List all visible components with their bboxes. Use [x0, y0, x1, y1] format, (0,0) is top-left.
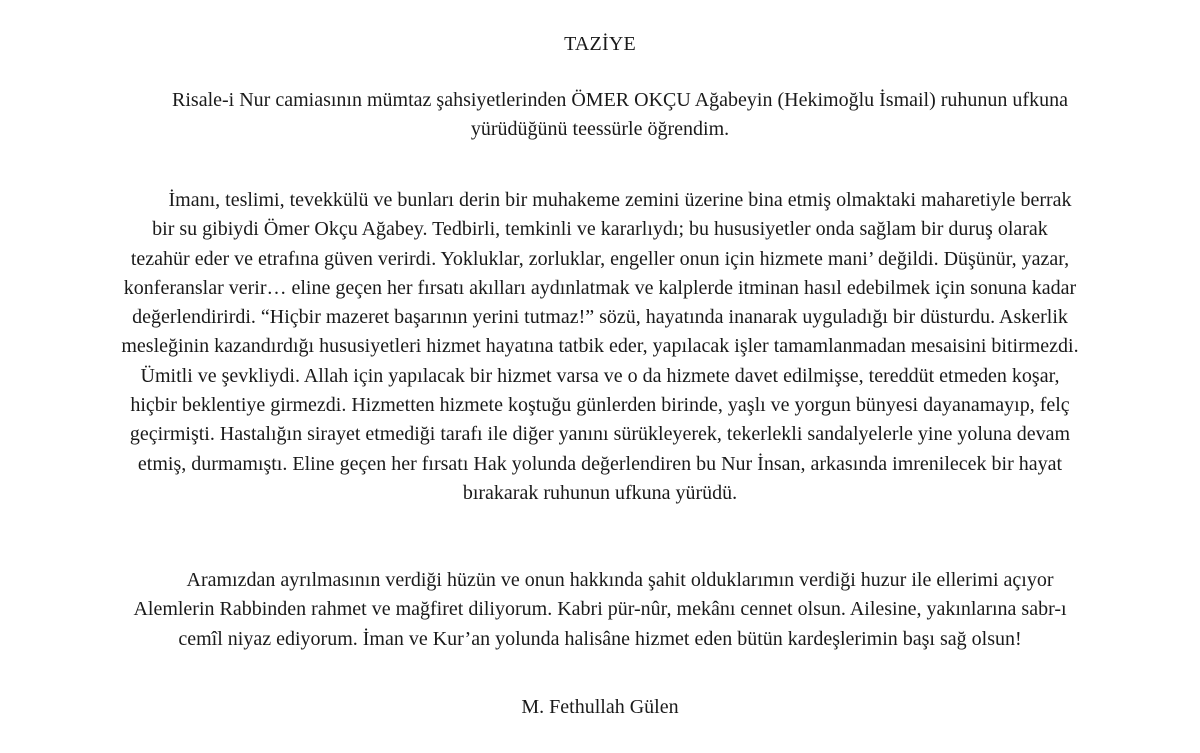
text-line: Alemlerin Rabbinden rahmet ve mağfiret diliyorum. Kabri pür-nûr, mekânı cennet olsun. Ailesine, yakınlarına sabr-ı	[133, 598, 1067, 621]
signature: M. Fethullah Gülen	[521, 696, 679, 718]
text-line: tezahür eder ve etrafına güven verirdi. Yokluklar, zorluklar, engeller onun için hizmete mani’ değildi. Düşünür, yazar,	[130, 247, 1070, 270]
text-line: bırakarak ruhunun ufkuna yürüdü.	[462, 481, 738, 504]
text-line: geçirmişti. Hastalığın sirayet etmediği tarafı ile diğer yanını sürükleyerek, tekerlekli sandalyelerle yine yoluna devam	[129, 423, 1071, 446]
paragraph-prayer	[0, 566, 1200, 654]
text-line: Ümitli ve şevkliydi. Allah için yapılacak bir hizmet varsa ve o da hizmete davet edilmişse, tereddüt etmeden koşar,	[140, 364, 1060, 387]
text-line: İmanı, teslimi, tevekkülü ve bunları derin bir muhakeme zemini üzerine bina etmiş olmaktaki maharetiyle berrak	[168, 189, 1072, 211]
text-line: değerlendirirdi. “Hiçbir mazeret başarının yerini tutmaz!” sözü, hayatında inanarak uyguladığı bir düsturdu. Askerlik	[132, 306, 1068, 329]
text-line: cemîl niyaz ediyorum. İman ve Kur’an yolunda halisâne hizmet eden bütün kardeşlerimin başı sağ olsun!	[178, 627, 1022, 650]
text-line: Aramızdan ayrılmasının verdiği hüzün ve onun hakkında şahit olduklarımın verdiği huzur ile ellerimi açıyor	[186, 569, 1054, 591]
text-line: Risale-i Nur camiasının mümtaz şahsiyetlerinden ÖMER OKÇU Ağabeyin (Hekimoğlu İsmail) ruhunun ufkuna	[172, 89, 1068, 111]
paragraph-tribute	[0, 186, 1200, 508]
text-line: mesleğinin kazandırdığı hususiyetleri hizmet hayatına tatbik eder, yapılacak işler tamamlanmadan mesaisini bitirmezdi.	[121, 335, 1079, 358]
text-line: konferanslar verir… eline geçen her fırsatı akılları aydınlatmak ve kalplerde itminan hasıl edebilmek için sonuna kadar	[123, 276, 1077, 299]
text-line: etmiş, durmamıştı. Eline geçen her fırsatı Hak yolunda değerlendiren bu Nur İnsan, arkasında imrenilecek bir hayat	[137, 452, 1063, 475]
document-title: TAZİYE	[564, 33, 636, 55]
text-line: bir su gibiydi Ömer Okçu Ağabey. Tedbirli, temkinli ve kararlıydı; bu hususiyetler onda sağlam bir duruş olarak	[152, 218, 1048, 241]
text-line: hiçbir beklentiye girmezdi. Hizmetten hizmete koştuğu günlerden birinde, yaşlı ve yorgun bünyesi dayanamayıp, felç	[130, 394, 1070, 417]
text-line: yürüdüğünü teessürle öğrendim.	[470, 118, 730, 141]
paragraph-announcement	[0, 86, 1200, 145]
